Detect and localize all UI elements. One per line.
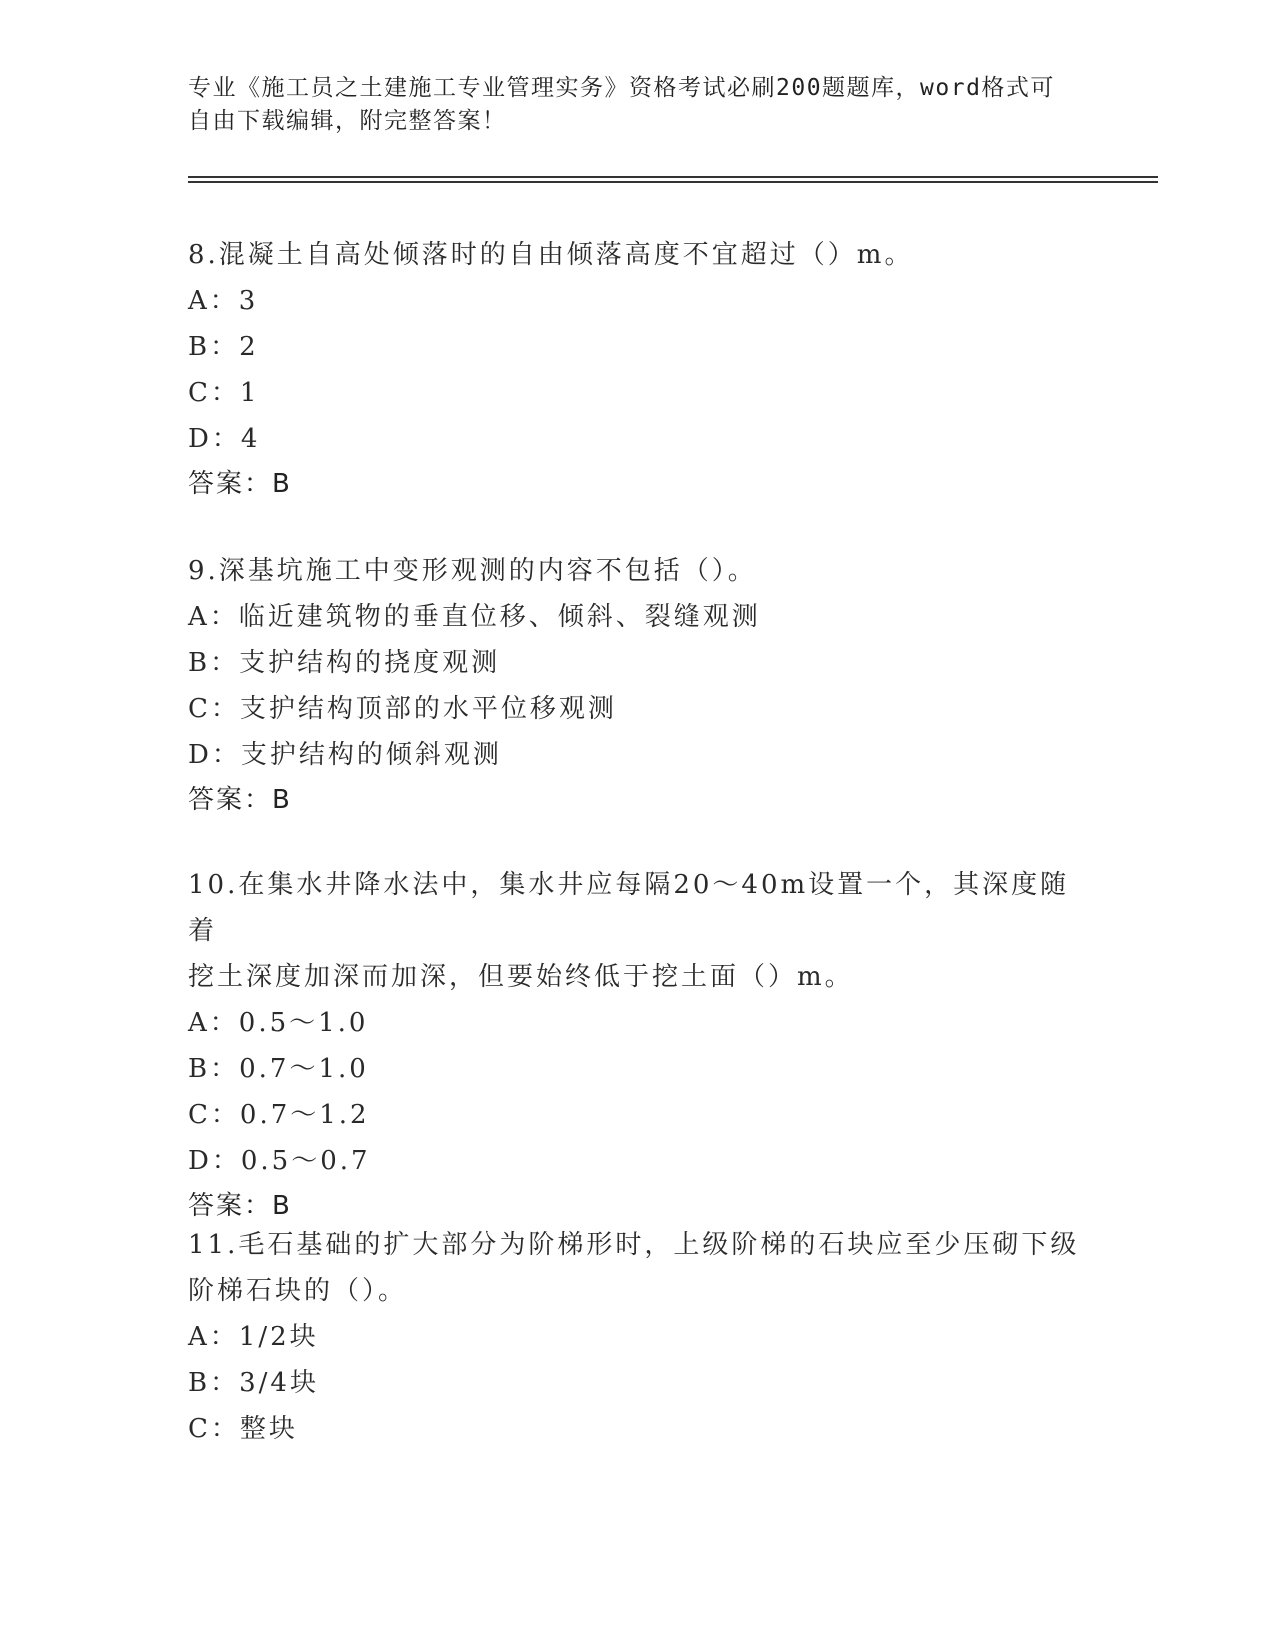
option-key: D： — [188, 424, 241, 454]
question-11 — [188, 1222, 1088, 1452]
option-text: 1 — [239, 378, 260, 408]
option-key: B： — [188, 648, 240, 678]
option-d — [188, 416, 1088, 462]
option-text: 3 — [238, 286, 259, 316]
question-stem-line-2: 挖土深度加深而加深，但要始终低于挖土面（）m。 — [188, 962, 854, 992]
option-d — [188, 732, 1088, 778]
option-key: A： — [188, 1322, 239, 1352]
option-c — [188, 1092, 1088, 1138]
option-text: 支护结构的挠度观测 — [239, 648, 501, 678]
option-text: 临近建筑物的垂直位移、倾斜、裂缝观测 — [238, 602, 761, 632]
option-key: A： — [188, 602, 239, 632]
answer: 答案：B — [188, 785, 292, 815]
question-10 — [188, 862, 1088, 1228]
option-b — [188, 324, 1088, 370]
option-text: 2 — [239, 332, 259, 362]
option-text: 支护结构的倾斜观测 — [240, 740, 502, 770]
option-b — [188, 1360, 1088, 1406]
header-divider-top — [188, 176, 1158, 178]
option-key: C： — [188, 694, 240, 724]
option-key: B： — [188, 1368, 240, 1398]
option-text: 0.5～1.0 — [238, 1008, 369, 1038]
answer: 答案：B — [188, 1191, 292, 1221]
option-key: C： — [188, 1100, 240, 1130]
option-a — [188, 278, 1088, 324]
option-b — [188, 640, 1088, 686]
question-9 — [188, 548, 1088, 822]
option-a — [188, 1000, 1088, 1046]
option-key: B： — [188, 332, 240, 362]
option-text: 整块 — [239, 1414, 298, 1444]
option-key: B： — [188, 1054, 240, 1084]
header-line-1: 专业《施工员之土建施工专业管理实务》资格考试必刷200题题库，word格式可 — [188, 75, 1055, 101]
question-stem-line-1: 11.毛石基础的扩大部分为阶梯形时，上级阶梯的石块应至少压砌下级 — [188, 1230, 1080, 1260]
document-header — [188, 72, 1088, 138]
question-stem: 9.深基坑施工中变形观测的内容不包括（）。 — [188, 556, 757, 586]
option-key: D： — [188, 1146, 241, 1176]
option-c — [188, 686, 1088, 732]
question-stem-line-2: 阶梯石块的（）。 — [188, 1276, 408, 1306]
option-key: D： — [188, 740, 241, 770]
header-line-2: 自由下载编辑，附完整答案！ — [188, 108, 507, 134]
option-a — [188, 1314, 1088, 1360]
header-divider-bottom — [188, 181, 1158, 183]
option-text: 支护结构顶部的水平位移观测 — [239, 694, 617, 724]
option-b — [188, 1046, 1088, 1092]
question-stem: 8.混凝土自高处倾落时的自由倾落高度不宜超过（）m。 — [188, 240, 914, 270]
option-text: 4 — [240, 424, 261, 454]
option-c — [188, 370, 1088, 416]
option-key: A： — [188, 1008, 239, 1038]
option-key: C： — [188, 1414, 240, 1444]
question-8 — [188, 232, 1088, 506]
option-d — [188, 1138, 1088, 1184]
option-key: A： — [188, 286, 239, 316]
option-text: 3/4块 — [239, 1368, 319, 1398]
answer: 答案：B — [188, 469, 292, 499]
option-a — [188, 594, 1088, 640]
option-key: C： — [188, 378, 240, 408]
option-text: 0.7～1.2 — [239, 1100, 370, 1130]
option-c — [188, 1406, 1088, 1452]
option-text: 0.5～0.7 — [240, 1146, 371, 1176]
option-text: 0.7～1.0 — [239, 1054, 369, 1084]
question-stem-line-1: 10.在集水井降水法中，集水井应每隔20～40m设置一个，其深度随着 — [188, 870, 1070, 946]
option-text: 1/2块 — [238, 1322, 319, 1352]
